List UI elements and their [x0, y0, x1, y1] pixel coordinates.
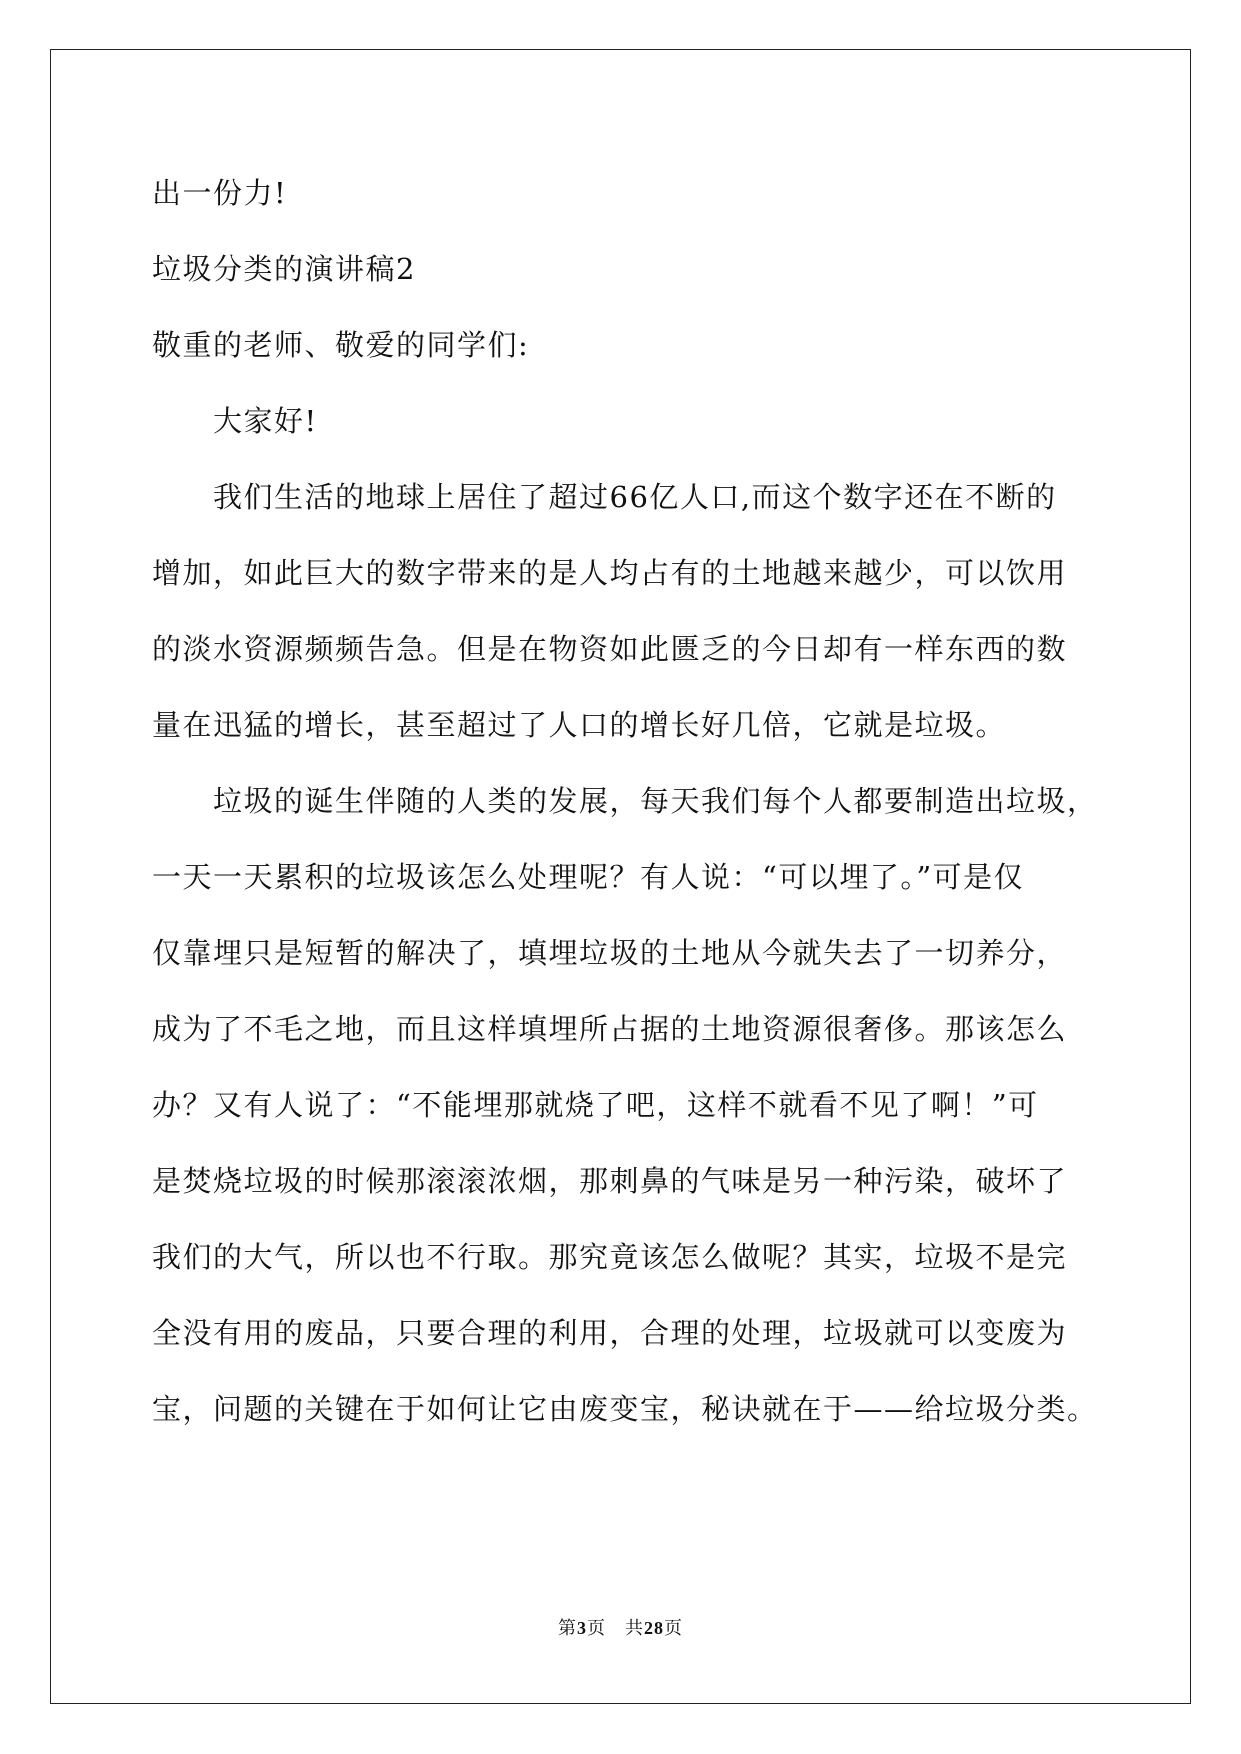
footer-mid: 页 共 — [587, 1618, 644, 1639]
text-line: 增加，如此巨大的数字带来的是人均占有的土地越来越少，可以饮用 — [152, 556, 1068, 590]
section-title: 垃圾分类的演讲稿2 — [152, 252, 416, 286]
text-line: 垃圾的诞生伴随的人类的发展，每天我们每个人都要制造出垃圾， — [213, 784, 1098, 818]
text-line: 是焚烧垃圾的时候那滚滚浓烟，那刺鼻的气味是另一种污染，破坏了 — [152, 1164, 1068, 1198]
text-line: 一天一天累积的垃圾该怎么处理呢？有人说：“可以埋了。”可是仅 — [152, 860, 1025, 894]
text-line: 全没有用的废品，只要合理的利用，合理的处理，垃圾就可以变废为 — [152, 1316, 1068, 1350]
page-footer — [0, 1616, 1241, 1641]
greeting: 大家好! — [213, 404, 318, 438]
text-line: 办？又有人说了：“不能埋那就烧了吧，这样不就看不见了啊！”可 — [152, 1088, 1039, 1122]
text-line: 成为了不毛之地，而且这样填埋所占据的土地资源很奢侈。那该怎么 — [152, 1012, 1068, 1046]
text-line: 我们生活的地球上居住了超过66亿人口,而这个数字还在不断的 — [213, 480, 1057, 514]
text-line: 仅靠埋只是短暂的解决了，填埋垃圾的土地从今就失去了一切养分， — [152, 936, 1068, 970]
text-line: 出一份力! — [152, 176, 288, 210]
salutation: 敬重的老师、敬爱的同学们: — [152, 328, 530, 362]
total-page-number: 28 — [644, 1618, 664, 1638]
footer-prefix: 第 — [558, 1618, 577, 1639]
current-page-number: 3 — [577, 1618, 587, 1638]
text-line: 我们的大气，所以也不行取。那究竟该怎么做呢？其实，垃圾不是完 — [152, 1240, 1068, 1274]
text-line: 宝，问题的关键在于如何让它由废变宝，秘诀就在于——给垃圾分类。 — [152, 1392, 1098, 1426]
text-line: 的淡水资源频频告急。但是在物资如此匮乏的今日却有一样东西的数 — [152, 632, 1068, 666]
footer-suffix: 页 — [664, 1618, 683, 1639]
text-line: 量在迅猛的增长，甚至超过了人口的增长好几倍，它就是垃圾。 — [152, 708, 1007, 742]
